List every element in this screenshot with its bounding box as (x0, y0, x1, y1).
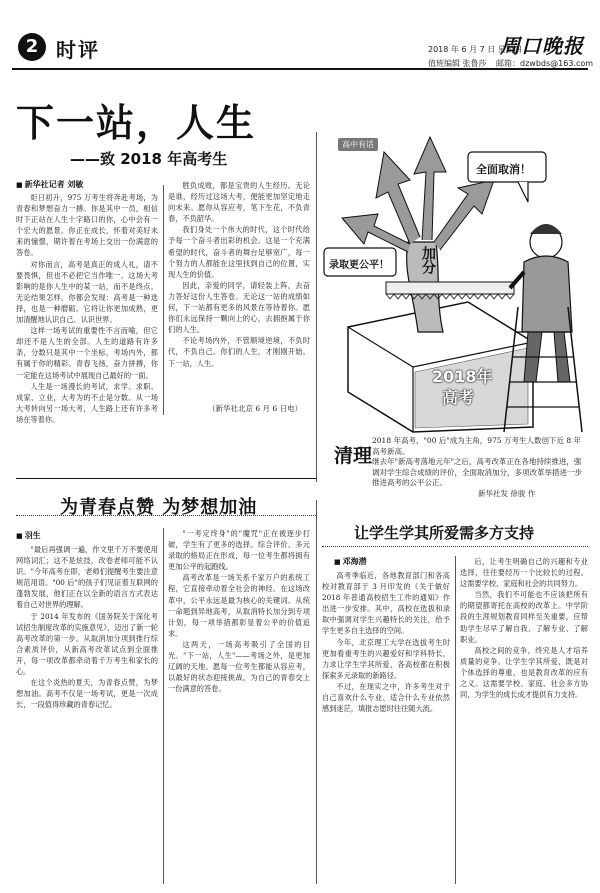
editorial-column-1 (16, 192, 158, 424)
paragraph: 高校之间的竞争，终究是人才培养质量的竞争。让学生学其所爱，既是对个体选择的尊重，也是教育改革的应有之义。这需要学校、家庭、社会多方协同，为学生的成长成才提供有力支持。 (460, 645, 588, 700)
title-dotted-rule (16, 515, 316, 516)
paragraph: 这样一场考试的重要性不言而喻，但它却还不是人生的全部。人生的道路有许多条，分数只是其中一个坐标，考场内外，都有属于你的精彩。青春飞扬，奋力拼搏，你一定能在这场考试中展现自己最好的一面。 (16, 326, 158, 380)
editor-line: 值班编辑 张鲁莎 (428, 59, 487, 68)
page-number-badge: 2 (18, 33, 46, 61)
paragraph: 不论考场内外，不管顺境逆境，不负时代，不负自己。你们的人生，才刚刚开始。下一站，人生。 (168, 336, 310, 368)
editorial-source-note: （新华社北京 6 月 6 日电） (208, 404, 303, 413)
paragraph: 对你而言，高考是真正的成人礼，请不要畏惧，但也不必把它当作唯一。这场大考影响的是你人生中的某一站，而不是终点。无论结果怎样，你都会发现：高考是一种选择，也是一种磨砺。它将让你更加成熟，更加清醒地认识自己、认识世界。 (16, 259, 158, 325)
cartoon-caption: 2018 年高考，"00 后"成为主角，975 万考生人数创下近 8 年高考新高。 (372, 436, 582, 456)
article-right-column-1 (322, 570, 450, 884)
title-dotted-rule (322, 546, 588, 547)
trunk-label: 加分 (420, 246, 436, 274)
column-divider (163, 528, 164, 884)
book-label-year: 2018年 (432, 367, 493, 386)
section-divider (316, 500, 317, 884)
column-divider (455, 556, 456, 884)
section-rule (16, 478, 316, 479)
paragraph: 这两天，一场高考吸引了全国的目光。"下一站，人生"——考场之外，是更加辽阔的天地。愿每一位考生都能从容应考，以最好的状态迎接挑战，为自己的青春交上一份满意的答卷。 (168, 639, 310, 694)
paragraph: 我们身处一个伟大的时代，这个时代给予每一个奋斗者出彩的机会。这是一个充满希望的时代，奋斗者的舞台足够宽广，每一个努力的人都能在这里找到自己的位置，实现人生的价值。 (168, 225, 310, 279)
section-title: 时评 (56, 38, 100, 62)
article-left-byline: ■ 羽生 (16, 530, 41, 541)
speech-bubble-right: 全面取消！ (476, 163, 531, 176)
paragraph: 当然，我们不可能也不应该把所有的期望都寄托在高校的改革上。中学阶段的生涯规划教育同样至关重要，应帮助学生尽早了解自我、了解专业、了解职业。 (460, 590, 588, 644)
paragraph: 高考季临近，各地教育部门和各高校对教育部于 3 月印发的《关于做好 2018 年普通高校招生工作的通知》作出进一步安排。其中，高校在选拔和录取中强调对学生兴趣特长的关注，给予学生更多自主选择的空间。 (322, 571, 450, 636)
paragraph: 因此，亲爱的同学，请轻装上阵，去奋力答好这份人生答卷。无论这一站的成绩如何，下一站都有更多的风景在等待着你。愿你们永远保持一颗向上的心，去拥抱属于你们的人生。 (168, 280, 310, 335)
paragraph: 炬日初升，975 万考生将奔赴考场，为青春和梦想奋力一搏。你是其中一员，相信时下正站在人生十字路口的你，心中会有一个宏大的愿景。你正在成长，怀着对美好未来的憧憬，期许着在考场上交出一份满意的答卷。 (16, 193, 158, 258)
article-left-column-2 (168, 528, 310, 884)
paragraph: 在这个炎热的夏天，为青春点赞，为梦想加油。高考不仅是一场考试，更是一次成长，一段值得珍藏的青春记忆。 (16, 678, 158, 710)
cartoon-title: 清理 (334, 445, 373, 467)
editorial-headline: 下一站，人生 (16, 101, 257, 145)
editorial-column-2 (168, 180, 310, 398)
section-divider (316, 132, 317, 482)
paragraph: "一考定终身"的"魔咒"正在被逐步打破，学生有了更多的选择。综合评价、多元录取的格局正在形成，每一位考生都将拥有更加公平的起跑线。 (168, 529, 310, 572)
header-rule (12, 68, 588, 70)
column-divider (163, 185, 164, 415)
article-left-column-1 (16, 544, 158, 884)
cartoon-body: 继去年"新高考落地元年"之后，高考改革正在各地持续推进，强调对学生综合成绩的评价，全面取消加分，多项改革举措进一步推进高考的公平公正。 (372, 457, 582, 487)
paragraph: 今年，北京理工大学在选拔考生时更加看重考生的兴趣爱好和学科特长，力求让学生学其所爱，各高校都在积极探索多元录取的新路径。 (322, 637, 450, 680)
paragraph: "最后再强调一遍，作文里千万不要使用网络词汇；这不是炫技，改卷老师可能不认识。"今年高考在即，老师们提醒考生要注意规范用语。"00 后"的孩子们见证着互联网的蓬勃发展，他们正在以全新的语言方式表达着自己对世界的理解。 (16, 545, 158, 610)
speech-bubble-left: 录取更公平！ (329, 260, 389, 271)
paragraph: 人生是一场漫长的考试，求学、求职、成家、立业，大考为的不止是分数。从一场大考转向另一场大考，人生路上还有许多考场在等着你。 (16, 381, 158, 424)
paragraph: 不过，在现实之中，许多考生对于自己喜欢什么专业、适合什么专业依然感到迷茫，填报志愿时往往随大流。 (322, 681, 450, 714)
cartoon-credit: 新华社发 徐骏 作 (478, 489, 536, 498)
paragraph: 高考改革是一场关系千家万户的系统工程，它直接牵动着全社会的神经。在这场改革中，公平永远是最为核心的关键词。从统一命题到异地高考，从取消特长加分到专项计划，每一项举措都彰显着公平的价值追求。 (168, 573, 310, 638)
email-line: 邮箱：dzwbds@163.com (496, 59, 594, 68)
article-right-title: 让学生学其所爱需多方支持 (354, 524, 535, 542)
article-left-title: 为青春点赞 为梦想加油 (60, 497, 258, 518)
paragraph: 后，让考生明确自己的兴趣和专业选择，往往要经历一个比较长的过程。这需要学校、家庭和社会的共同努力。 (460, 557, 588, 589)
article-right-column-2 (460, 556, 588, 884)
paragraph: 胜负成败，都是宝贵的人生经历。无论是谁，经历过这场大考，便能更加坚定地走向未来。愿你从容应考，笔下生花，不负青春，不负韶华。 (168, 181, 310, 224)
cartoon-label: 高中有话 (338, 138, 378, 151)
editorial-byline: ■ 新华社记者 刘敏 (16, 179, 83, 190)
newspaper-logo: 周口晚报 (500, 34, 584, 58)
paragraph: 于 2014 年发布的《国务院关于深化考试招生制度改革的实施意见》，迈出了新一轮高考改革的第一步。从取消加分项到推行综合素质评价，从新高考改革试点到全面推开，每一项改革都牵动着千万考生和家长的心。 (16, 611, 158, 677)
editorial-subheadline: ——致 2018 年高考生 (70, 150, 228, 168)
date-line: 2018 年 6 月 7 日 星期四 (428, 45, 522, 54)
book-label-exam: 高考 (442, 388, 475, 407)
article-right-byline: ■ 邓海潜 (334, 556, 367, 567)
